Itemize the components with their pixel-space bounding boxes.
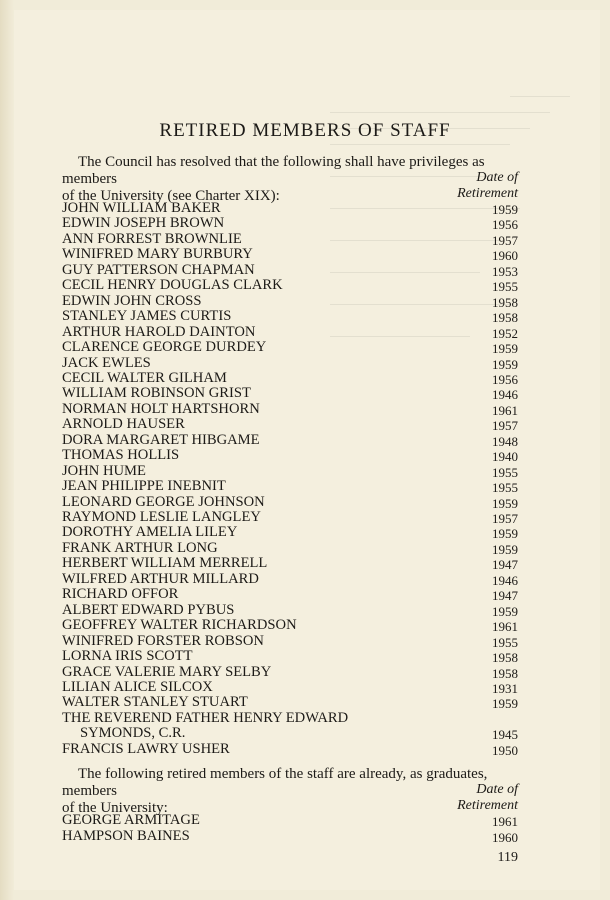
date-of-retirement-heading-2 [428, 782, 518, 814]
retirement-year: 1955 [492, 464, 518, 480]
intro-1-line-2: of the University (see Charter XIX): [62, 188, 280, 204]
member-name: THOMAS HOLLIS [62, 447, 180, 464]
member-name: JOHN WILLIAM BAKER [62, 200, 221, 216]
member-name: GEORGE ARMITAGE [62, 812, 200, 828]
list-item [62, 370, 520, 386]
member-name: FRANK ARTHUR LONG [62, 539, 218, 556]
list-item [62, 231, 520, 247]
retirement-year: 1955 [492, 480, 518, 496]
retirement-year: 1931 [492, 680, 518, 696]
member-name: WINIFRED FORSTER ROBSON [62, 632, 264, 649]
list-item [62, 710, 520, 726]
list-item [62, 308, 520, 324]
member-name: JEAN PHILIPPE INEBNIT [62, 478, 226, 495]
list-item [62, 617, 520, 633]
retirement-year: 1958 [492, 650, 518, 666]
page-title: RETIRED MEMBERS OF STAFF [159, 120, 451, 141]
retirement-year: 1961 [492, 814, 518, 829]
member-name: ALBERT EDWARD PYBUS [62, 601, 235, 618]
member-name: LORNA IRIS SCOTT [62, 648, 193, 665]
member-name: ARTHUR HAROLD DAINTON [62, 323, 256, 340]
member-name: SYMONDS, C.R. [80, 725, 186, 742]
retirement-year: 1958 [492, 310, 518, 326]
member-name: GRACE VALERIE MARY SELBY [62, 663, 272, 680]
list-item [62, 494, 520, 510]
member-name: CECIL HENRY DOUGLAS CLARK [62, 277, 283, 294]
member-name: THE REVEREND FATHER HENRY EDWARD [62, 709, 349, 726]
member-name: RAYMOND LESLIE LANGLEY [62, 509, 261, 525]
member-name: LEONARD GEORGE JOHNSON [62, 493, 265, 510]
date-of-label-1: Date of [476, 170, 518, 185]
list-item [62, 401, 520, 417]
retirement-year: 1961 [492, 402, 518, 418]
list-item [62, 215, 520, 231]
retirement-year: 1957 [492, 418, 518, 434]
member-name: EDWIN JOHN CROSS [62, 292, 202, 309]
retirement-year: 1959 [492, 603, 518, 619]
member-name: GEOFFREY WALTER RICHARDSON [62, 617, 297, 634]
retirement-year: 1959 [492, 356, 518, 372]
member-name: CLARENCE GEORGE DURDEY [62, 339, 267, 356]
retirement-year: 1959 [492, 495, 518, 511]
member-name: WILFRED ARTHUR MILLARD [62, 570, 259, 587]
list-item [62, 478, 520, 494]
member-name: ANN FORREST BROWNLIE [62, 230, 242, 247]
retirement-year: 1947 [492, 557, 518, 573]
retirement-year: 1959 [492, 526, 518, 542]
list-item [62, 246, 520, 262]
retirement-year: 1957 [492, 232, 518, 248]
retirement-year: 1955 [492, 279, 518, 295]
list-item [62, 725, 520, 741]
member-name: ARNOLD HAUSER [62, 416, 185, 433]
list-item [62, 355, 520, 371]
list-item [62, 633, 520, 649]
list-item [62, 200, 520, 216]
list-item [62, 524, 520, 540]
list-item [62, 324, 520, 340]
member-name: RICHARD OFFOR [62, 586, 179, 603]
retirement-year: 1953 [492, 263, 518, 279]
member-name: WALTER STANLEY STUART [62, 694, 248, 711]
list-item [62, 679, 520, 695]
retirement-year: 1957 [492, 511, 518, 526]
retirement-year: 1947 [492, 588, 518, 604]
list-item [62, 447, 520, 463]
list-item [62, 812, 520, 828]
list-item [62, 828, 520, 844]
member-name: NORMAN HOLT HARTSHORN [62, 400, 260, 417]
retirement-year: 1961 [492, 619, 518, 635]
retirement-year: 1940 [492, 449, 518, 465]
retirement-year: 1946 [492, 572, 518, 588]
retirement-year: 1952 [492, 325, 518, 341]
member-name: LILIAN ALICE SILCOX [62, 678, 213, 695]
retirement-year: 1945 [492, 727, 518, 743]
retirement-year: 1956 [492, 371, 518, 387]
list-item [62, 339, 520, 355]
list-item [62, 262, 520, 278]
intro-2-line-1: The following retired members of the staff are already, as graduates, members [62, 766, 488, 799]
member-name: HERBERT WILLIAM MERRELL [62, 555, 268, 572]
retirement-year: 1946 [492, 387, 518, 403]
list-item [62, 385, 520, 401]
member-name: CECIL WALTER GILHAM [62, 369, 227, 386]
list-item [62, 293, 520, 309]
list-item [62, 277, 520, 293]
retirement-year: 1955 [492, 634, 518, 650]
list-item [62, 648, 520, 664]
list-item [62, 664, 520, 680]
intro-1-line-1: The Council has resolved that the following shall have privileges as members [62, 154, 485, 187]
retirement-year: 1960 [492, 248, 518, 264]
retirement-year: 1959 [492, 541, 518, 557]
retirement-label-2: Retirement [457, 798, 518, 813]
list-item [62, 555, 520, 571]
list-item [62, 432, 520, 448]
member-name: DORA MARGARET HIBGAME [62, 431, 260, 448]
retirement-year: 1959 [492, 696, 518, 712]
list-item [62, 586, 520, 602]
member-name: WILLIAM ROBINSON GRIST [62, 385, 251, 402]
list-item [62, 416, 520, 432]
page-number: 119 [497, 850, 518, 865]
member-name: HAMPSON BAINES [62, 828, 190, 844]
retirement-year: 1958 [492, 294, 518, 310]
list-item [62, 463, 520, 479]
retirement-year: 1959 [492, 341, 518, 357]
date-of-label-2: Date of [476, 782, 518, 797]
member-name: FRANCIS LAWRY USHER [62, 740, 230, 757]
member-name: EDWIN JOSEPH BROWN [62, 215, 225, 232]
member-name: STANLEY JAMES CURTIS [62, 308, 232, 325]
member-name: JACK EWLES [62, 354, 151, 371]
member-name: DOROTHY AMELIA LILEY [62, 524, 238, 541]
retirement-year: 1960 [492, 830, 518, 845]
list-item [62, 694, 520, 710]
list-item [62, 509, 520, 525]
retirement-year: 1959 [492, 202, 518, 217]
retirement-year: 1958 [492, 665, 518, 681]
member-name: GUY PATTERSON CHAPMAN [62, 261, 255, 278]
member-name: WINIFRED MARY BURBURY [62, 246, 253, 263]
retirement-year: 1948 [492, 433, 518, 449]
retirement-year: 1950 [492, 742, 518, 758]
date-of-retirement-heading-1 [428, 170, 518, 202]
member-name: JOHN HUME [62, 462, 146, 479]
retirement-year: 1956 [492, 217, 518, 233]
list-item [62, 741, 520, 757]
intro-2-line-2: of the University: [62, 800, 168, 816]
list-item [62, 602, 520, 618]
list-item [62, 540, 520, 556]
list-item [62, 571, 520, 587]
retirement-label-1: Retirement [457, 186, 518, 201]
